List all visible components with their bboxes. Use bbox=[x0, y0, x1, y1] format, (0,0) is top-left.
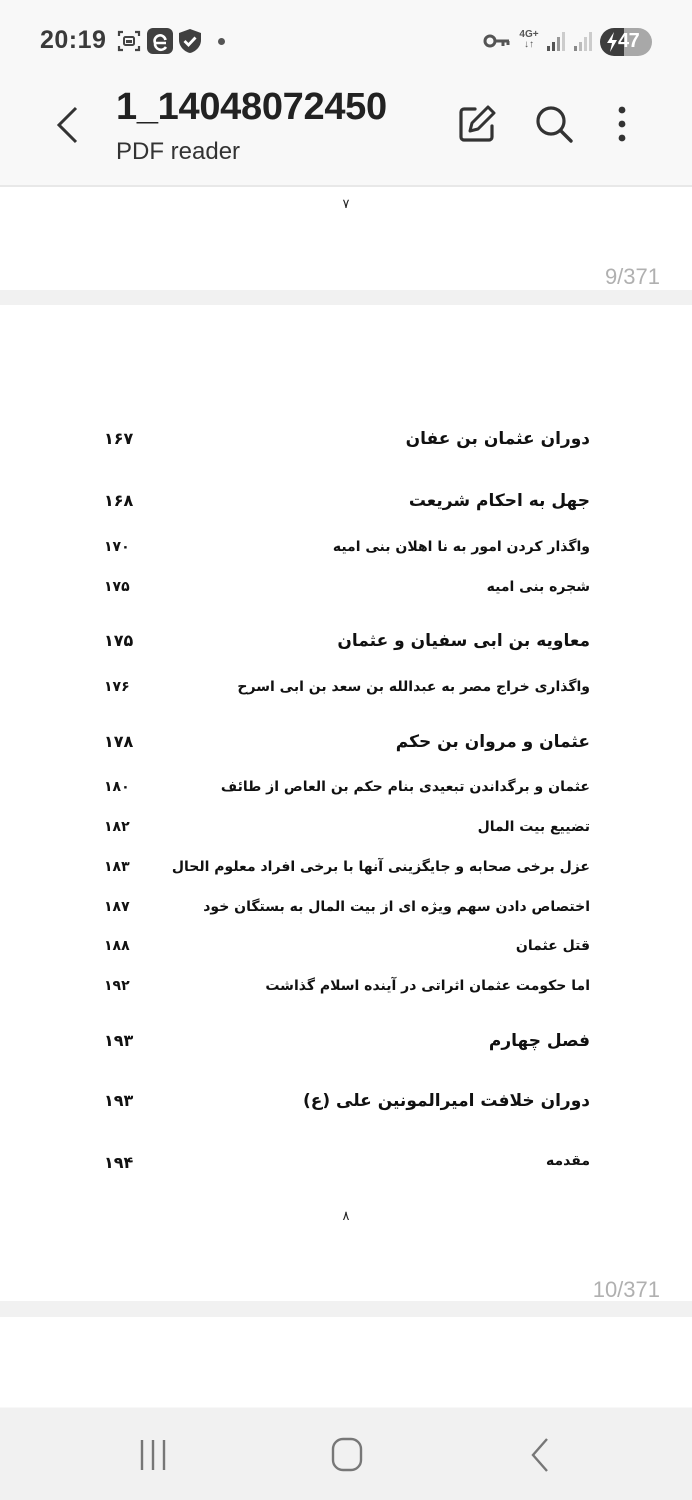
toc-entry bbox=[0, 779, 692, 815]
recent-apps-button[interactable] bbox=[128, 1430, 178, 1480]
toc-entry-page: ۱۹۴ bbox=[104, 1153, 134, 1172]
toc-entry bbox=[0, 491, 692, 527]
pdf-page-9 bbox=[0, 187, 692, 290]
back-button[interactable] bbox=[48, 102, 88, 148]
pdf-page-10 bbox=[0, 305, 692, 1301]
toc-entry bbox=[0, 899, 692, 935]
toc-entry-page: ۱۹۲ bbox=[104, 978, 130, 994]
toc-entry-page: ۱۸۷ bbox=[104, 899, 130, 915]
toc-entry-page: ۱۸۸ bbox=[104, 938, 130, 954]
app-subtitle: PDF reader bbox=[116, 138, 241, 165]
toc-entry-page: ۱۸۲ bbox=[104, 819, 130, 835]
toc-entry-page: ۱۷۰ bbox=[104, 539, 130, 555]
vpn-key-icon bbox=[483, 33, 511, 49]
toc-entry-title: فصل چهارم bbox=[488, 1031, 590, 1051]
back-chevron-icon bbox=[516, 1430, 566, 1480]
home-icon bbox=[322, 1430, 372, 1480]
toc-entry-page: ۱۶۸ bbox=[104, 491, 134, 510]
toc-entry-title: عزل برخی صحابه و جایگزینی آنها با برخی افراد معلوم الحال bbox=[171, 859, 590, 875]
toc-entry bbox=[0, 429, 692, 465]
charging-bolt-icon bbox=[606, 32, 618, 52]
toc-entry-page: ۱۸۳ bbox=[104, 859, 130, 875]
toc-entry bbox=[0, 859, 692, 895]
toc-entry bbox=[0, 1153, 692, 1189]
toc-entry bbox=[0, 631, 692, 667]
edit-pencil-icon bbox=[455, 102, 499, 146]
page-counter: 10/371 bbox=[592, 1277, 660, 1302]
status-bar bbox=[0, 0, 692, 80]
chevron-left-icon bbox=[48, 102, 88, 148]
battery-percent: 47 bbox=[618, 30, 640, 52]
system-navigation-bar bbox=[0, 1408, 692, 1500]
pdf-page-11 bbox=[0, 1317, 692, 1407]
toc-entry-title: شجره بنی امیه bbox=[486, 579, 590, 595]
notification-dot-icon bbox=[218, 38, 225, 45]
toc-entry-page: ۱۷۵ bbox=[104, 631, 134, 650]
toc-entry bbox=[0, 732, 692, 768]
toc-entry-title: تضییع بیت المال bbox=[477, 819, 590, 835]
page-footer-number: ۸ bbox=[342, 1209, 350, 1224]
app-bar bbox=[0, 80, 692, 186]
toc-entry bbox=[0, 978, 692, 1014]
toc-entry bbox=[0, 938, 692, 974]
document-title: 1_14048072450 bbox=[116, 86, 387, 128]
recent-apps-icon bbox=[128, 1430, 178, 1480]
search-icon bbox=[532, 102, 576, 146]
page-counter: 9/371 bbox=[604, 264, 660, 289]
toc-entry bbox=[0, 679, 692, 715]
toc-entry-title: جهل به احکام شریعت bbox=[408, 491, 590, 511]
toc-entry bbox=[0, 539, 692, 575]
toc-entry-title: معاویه بن ابی سفیان و عثمان bbox=[337, 631, 590, 651]
toc-entry-title: مقدمه bbox=[546, 1153, 590, 1169]
toc-entry-title: قتل عثمان bbox=[515, 938, 590, 954]
toc-entry-title: عثمان و مروان بن حکم bbox=[395, 732, 590, 752]
toc-entry-page: ۱۹۳ bbox=[104, 1031, 134, 1050]
toc-entry bbox=[0, 1091, 692, 1127]
toc-entry bbox=[0, 819, 692, 855]
toc-entry-page: ۱۶۷ bbox=[104, 429, 134, 448]
network-4g-icon: 4G+ ↓↑ bbox=[519, 29, 539, 50]
toc-entry-title: واگذاری خراج مصر به عبدالله بن سعد بن ابی اسرح bbox=[237, 679, 590, 695]
edge-browser-icon bbox=[147, 28, 173, 54]
network-type-label: 4G+ bbox=[519, 29, 539, 40]
pdf-viewer[interactable] bbox=[0, 187, 692, 1407]
system-back-button[interactable] bbox=[516, 1430, 566, 1480]
shield-check-icon bbox=[177, 28, 203, 54]
toc-entry bbox=[0, 1031, 692, 1067]
toc-entry-title: اختصاص دادن سهم ویژه ای از بیت المال به بستگان خود bbox=[203, 899, 590, 915]
toc-entry-page: ۱۷۵ bbox=[104, 579, 130, 595]
search-button[interactable] bbox=[532, 102, 576, 146]
home-button[interactable] bbox=[322, 1430, 372, 1480]
edit-button[interactable] bbox=[455, 102, 499, 146]
more-options-button[interactable] bbox=[600, 102, 644, 146]
signal-strength-icon-sim2 bbox=[572, 30, 594, 52]
toc-entry-page: ۱۷۸ bbox=[104, 732, 134, 751]
toc-entry bbox=[0, 579, 692, 615]
toc-entry-title: دوران عثمان بن عفان bbox=[405, 429, 590, 449]
screenshot-icon bbox=[117, 29, 141, 53]
battery-indicator bbox=[600, 28, 652, 56]
toc-entry-page: ۱۷۶ bbox=[104, 679, 130, 695]
toc-entry-title: عثمان و برگداندن تبعیدی بنام حکم بن العاص از طائف bbox=[220, 779, 590, 795]
toc-entry-page: ۱۹۳ bbox=[104, 1091, 134, 1110]
toc-entry-page: ۱۸۰ bbox=[104, 779, 130, 795]
page-footer-number: ۷ bbox=[342, 197, 350, 212]
toc-entry-title: دوران خلافت امیرالمونین علی (ع) bbox=[302, 1091, 590, 1111]
signal-strength-icon bbox=[545, 30, 567, 52]
status-time: 20:19 bbox=[40, 26, 107, 54]
toc-entry-title: اما حکومت عثمان اثراتی در آینده اسلام گذاشت bbox=[265, 978, 590, 994]
toc-entry-title: واگذار کردن امور به نا اهلان بنی امیه bbox=[332, 539, 590, 555]
more-vertical-icon bbox=[600, 102, 644, 146]
